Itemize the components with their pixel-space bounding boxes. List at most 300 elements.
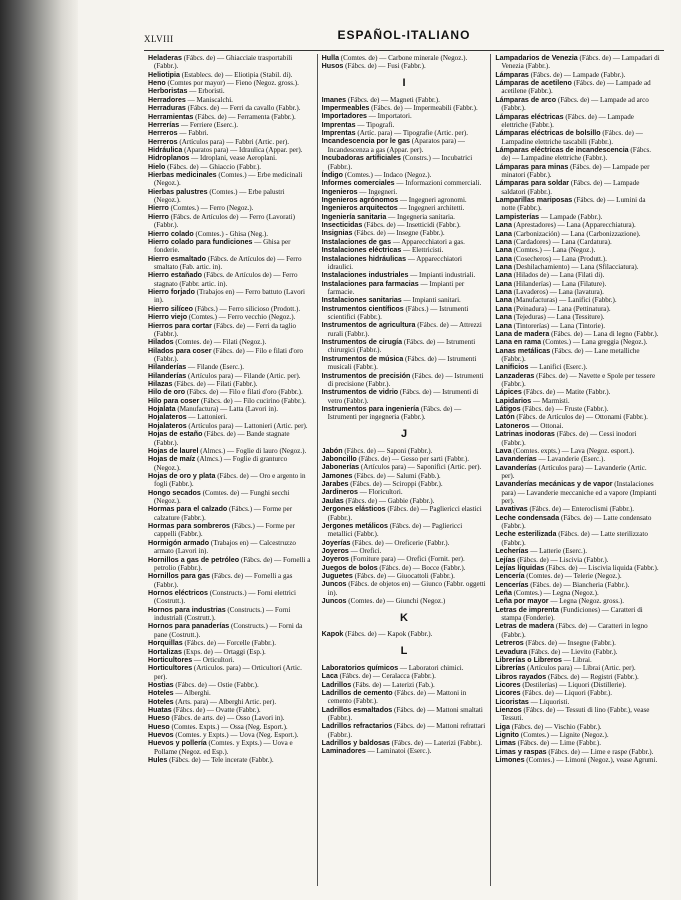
entry-headword: Herreros xyxy=(148,137,178,146)
entry-headword: Hostias xyxy=(148,680,174,689)
entry-headword: Joyeros xyxy=(321,546,349,555)
entry-headword: Lana en rama xyxy=(495,338,542,347)
entry-translation: (Comtes.) — Ferro vecchio (Negoz.). xyxy=(187,313,296,322)
entry-translation: (Artículos para) — Librai (Artic. per). xyxy=(525,664,636,673)
entry-translation: — Fabbri. xyxy=(177,129,209,138)
entry-headword: Instalaciones hidráulicas xyxy=(321,254,407,263)
entry-translation: (Comtes.) — Lignite (Negoz.). xyxy=(518,731,609,740)
dictionary-entry xyxy=(495,263,660,271)
dictionary-entry xyxy=(148,372,313,380)
dictionary-entry xyxy=(322,104,487,112)
entry-headword: Limas y raspas xyxy=(495,747,547,756)
dictionary-entry xyxy=(148,305,313,313)
entry-translation: (Fundiciones) — Caratteri di stampa (Fonderie). xyxy=(501,605,643,623)
entry-headword: Lanificios xyxy=(495,363,529,372)
dictionary-entry xyxy=(148,422,313,430)
dictionary-entry xyxy=(148,54,313,71)
dictionary-entry xyxy=(148,698,313,706)
dictionary-entry xyxy=(148,255,313,272)
dictionary-entry xyxy=(148,129,313,137)
dictionary-entry xyxy=(322,405,487,422)
entry-headword: Informes comerciales xyxy=(321,179,395,188)
entry-headword: Jardineros xyxy=(321,488,358,497)
dictionary-entry xyxy=(322,338,487,355)
entry-headword: Hojas de laurel xyxy=(148,446,199,455)
dictionary-entry xyxy=(148,138,313,146)
dictionary-entry xyxy=(148,71,313,79)
entry-translation: — Filande (Eserc.). xyxy=(186,363,244,372)
entry-translation: (Artículos para) — Fabbri (Artic. per). xyxy=(177,137,290,146)
entry-headword: Hulla xyxy=(321,54,340,62)
dictionary-entry xyxy=(495,430,660,447)
entry-translation: (Comtes. de) — Funghi secchi (Negoz.). xyxy=(154,488,290,506)
entry-headword: Imprentas xyxy=(321,129,356,138)
entry-headword: Ladrillos de cemento xyxy=(321,688,393,697)
entry-headword: Lignito xyxy=(495,731,519,740)
entry-translation: — Ingegneri architetti. xyxy=(397,204,465,213)
dictionary-entry xyxy=(322,388,487,405)
entry-headword: Incubadoras artificiales xyxy=(321,154,401,163)
dictionary-entry xyxy=(495,246,660,254)
entry-headword: Jaulas xyxy=(321,496,344,505)
entry-translation: (Fábcs. de) — Mattoni smaltati (Fabbr.). xyxy=(327,705,483,722)
dictionary-entry xyxy=(322,154,487,171)
entry-translation: (Fábcs. de) — Lime (Fabbr.). xyxy=(515,739,601,748)
entry-headword: Hueso xyxy=(148,722,170,731)
dictionary-entry xyxy=(148,756,313,764)
dictionary-entry xyxy=(148,163,313,171)
entry-headword: Hilazas xyxy=(148,380,173,389)
entry-translation: (Artículos para) — Filande (Artic. per). xyxy=(186,371,301,380)
entry-headword: Hierro forjado xyxy=(148,288,195,297)
dictionary-entry xyxy=(495,238,660,246)
dictionary-entry xyxy=(495,54,660,71)
entry-translation: (Fábcs. de) — Lampadine elettriche tascabili (Fabbr.). xyxy=(501,129,643,146)
entry-headword: Hojas de maíz xyxy=(148,455,196,464)
entry-translation: (Fábcs. de Artículos de) — Ferro (Lavorati) (Fabbr.). xyxy=(154,212,295,230)
column-1 xyxy=(144,54,317,886)
entry-headword: Liga xyxy=(495,722,510,731)
entry-translation: — Ghisa per fonderie. xyxy=(154,237,291,255)
dictionary-entry xyxy=(495,564,660,572)
entry-translation: (Artículos para) — Saponifici (Artic. per). xyxy=(359,463,482,472)
entry-translation: (Forniture para) — Orefici (Fornit. per). xyxy=(348,555,465,564)
entry-headword: Jamones xyxy=(321,471,353,480)
page-number: XLVIII xyxy=(144,34,174,44)
dictionary-entry xyxy=(148,113,313,121)
dictionary-entry xyxy=(495,589,660,597)
dictionary-entry xyxy=(495,673,660,681)
entry-headword: Lana xyxy=(495,279,512,288)
entry-translation: (Trabajos en) — Calcestruzzo armato (Lavori in). xyxy=(154,538,296,556)
entry-translation: (Comtes.) — Lana greggia (Negoz.). xyxy=(541,338,648,347)
entry-headword: Incandescencia por le gas xyxy=(321,137,410,146)
dictionary-entry xyxy=(495,113,660,130)
dictionary-entry xyxy=(495,622,660,639)
dictionary-entry xyxy=(148,539,313,556)
dictionary-entry xyxy=(148,104,313,112)
entry-translation: — Lampade (Fabbr.). xyxy=(539,212,603,221)
section-letter: J xyxy=(400,427,408,440)
entry-headword: Hojalateros xyxy=(148,421,187,430)
entry-headword: Insecticidas xyxy=(321,221,363,230)
entry-translation: (Fábcs. de) — Mattoni in cemento (Fabbr.). xyxy=(327,688,467,706)
entry-translation: (Carbonización) — Lana (Carbonizzazione). xyxy=(511,229,641,238)
dictionary-entry xyxy=(322,305,487,322)
entry-translation: (Constructs.) — Forni elettrici (Costrutt.). xyxy=(154,589,297,606)
entry-headword: Hidráulica xyxy=(148,145,183,154)
entry-translation: (Fábcs. de) — Navette e Spole per tessere (Fabbr.). xyxy=(501,371,656,389)
dictionary-entry xyxy=(322,555,487,563)
entry-translation: (Fábcs. de) — Lampade per minatori (Fabbr.). xyxy=(501,162,650,180)
entry-headword: Ladrillos refractarios xyxy=(321,722,393,731)
entry-headword: Hornos eléctricos xyxy=(148,589,208,597)
entry-translation: — Orticultori. xyxy=(192,655,235,664)
dictionary-entry xyxy=(495,530,660,547)
entry-translation: — Liquoristi. xyxy=(528,697,570,706)
entry-translation: (Fábcs. de) — Tessuti di lino (Fabbr.), vease Tessuti. xyxy=(501,706,650,723)
entry-headword: Licores xyxy=(495,689,521,698)
entry-headword: Hierro colado xyxy=(148,229,194,238)
entry-headword: Hormas para sombreros xyxy=(148,522,231,531)
entry-headword: Herreros xyxy=(148,129,178,138)
entry-translation: (Fábcs. de) — Salumi (Fabb.). xyxy=(352,471,441,480)
entry-headword: Lana xyxy=(495,271,512,280)
entry-headword: Licores xyxy=(495,680,521,689)
entry-translation: (Almcs.) — Foglie di lauro (Negoz.). xyxy=(198,446,307,455)
dictionary-entry xyxy=(495,572,660,580)
entry-headword: Lencerías xyxy=(495,580,529,589)
dictionary-entry xyxy=(495,397,660,405)
entry-translation: (Tejeduras) — Lana (Tessiture). xyxy=(511,313,605,322)
entry-translation: (Fábcs. de arts. de) — Osso (Lavori in). xyxy=(169,714,285,723)
dictionary-entry xyxy=(495,179,660,196)
entry-translation: (Fábcs. de) — Ferramenta (Fabbr.). xyxy=(193,112,296,121)
dictionary-entry xyxy=(322,747,487,755)
dictionary-entry xyxy=(148,556,313,573)
entry-translation: — Orefici. xyxy=(348,546,382,555)
dictionary-entry xyxy=(495,296,660,304)
dictionary-entry xyxy=(495,756,660,764)
dictionary-entry xyxy=(322,630,487,638)
entry-headword: Hojalateros xyxy=(148,413,187,422)
entry-translation: (Fábcs.) — Forme per cappelli (Fabbr.). xyxy=(154,522,295,539)
dictionary-entry xyxy=(322,722,487,739)
dictionary-entry xyxy=(148,271,313,288)
entry-headword: Limas xyxy=(495,739,516,748)
entry-translation: — Marmisti. xyxy=(531,396,570,405)
dictionary-entry xyxy=(322,672,487,680)
entry-translation: (Comtes. Expts.) — Ossa (Neg. Esport.). xyxy=(169,722,288,731)
entry-headword: Hojas de oro y plata xyxy=(148,471,216,480)
entry-translation: (Tintorerías) — Lana (Tintorie). xyxy=(511,321,605,330)
entry-translation: (Artíc. para) — Tipografie (Artic. per). xyxy=(355,129,469,138)
entry-headword: Herboristas xyxy=(148,87,188,96)
entry-headword: Lámparas xyxy=(495,70,529,79)
dictionary-entry xyxy=(322,505,487,522)
entry-headword: Insignias xyxy=(321,229,353,238)
dictionary-entry xyxy=(322,497,487,505)
entry-translation: — Alberghi. xyxy=(173,689,211,698)
entry-translation: — Legna (Negoz. gross.). xyxy=(548,597,625,606)
dictionary-entry xyxy=(148,648,313,656)
entry-translation: (Fábcs. de) — Filo e filati d'oro (Fabbr.). xyxy=(154,346,303,363)
entry-headword: Ladrillos xyxy=(321,680,352,689)
dictionary-entry xyxy=(322,129,487,137)
entry-translation: (Comtes. y Expts.) — Uova e Pollame (Negoz. ed Esp.). xyxy=(154,739,293,756)
dictionary-entry xyxy=(148,505,313,522)
dictionary-entry xyxy=(148,238,313,255)
entry-translation: (Fábcs. de) — Insegne (Fabbr.). xyxy=(352,229,445,238)
dictionary-entry xyxy=(148,714,313,722)
dictionary-entry xyxy=(322,213,487,221)
dictionary-entry xyxy=(322,739,487,747)
entry-headword: Lana xyxy=(495,288,512,297)
entry-headword: Jabón xyxy=(321,446,343,455)
dictionary-entry xyxy=(148,388,313,396)
dictionary-entry xyxy=(495,664,660,672)
entry-translation: (Comtes. de) — Carbone minerale (Negoz.). xyxy=(339,54,468,62)
entry-translation: (Fábcs. de) — Fornelli a petrolio (Fabbr.). xyxy=(154,555,311,572)
dictionary-entry xyxy=(148,171,313,188)
entry-headword: Lámparas para minas xyxy=(495,162,569,171)
entry-headword: Ingenieros agrónomos xyxy=(321,196,399,204)
entry-headword: Ladrillos y baldosas xyxy=(321,739,390,748)
entry-headword: Letras de madera xyxy=(495,622,555,631)
entry-headword: Heno xyxy=(148,79,166,88)
entry-translation: (Cosecheros) — Lana (Produtt.). xyxy=(511,254,607,263)
entry-translation: (Constructs.) — Forni industriali (Costrutt.). xyxy=(154,605,291,623)
dictionary-entry xyxy=(322,196,487,204)
entry-translation: — Lattonieri. xyxy=(186,413,228,422)
entry-translation: (Fábcs. de) — Lana di legno (Fabbr.). xyxy=(549,329,659,338)
entry-headword: Hornillos a gas de petróleo xyxy=(148,555,240,564)
entry-translation: (Fábcs. de) — Fruste (Fabbr.). xyxy=(520,405,609,414)
dictionary-entry xyxy=(148,313,313,321)
dictionary-entry xyxy=(495,447,660,455)
entry-headword: Hierbas palustres xyxy=(148,187,208,196)
entry-translation: — Lavanderie (Eserc.). xyxy=(536,455,606,464)
dictionary-entry xyxy=(322,271,487,279)
entry-translation: (Fábcs. de objetos en) — Giunco (Fabbr. oggetti in). xyxy=(327,580,486,597)
entry-headword: Leña por mayor xyxy=(495,597,549,606)
entry-headword: Juncos xyxy=(321,580,347,589)
entry-headword: Hormas para el calzado xyxy=(148,505,228,514)
dictionary-entry xyxy=(322,255,487,272)
dictionary-entry xyxy=(495,280,660,288)
entry-translation: (Fábs. de) — Laterizi (Fab.). xyxy=(351,680,435,689)
dictionary-entry xyxy=(148,405,313,413)
dictionary-entry xyxy=(495,322,660,330)
entry-translation: (Articulos. para) — Orticultori (Artic. per). xyxy=(154,664,302,681)
entry-headword: Instrumentos de cirugía xyxy=(321,338,403,347)
entry-headword: Letras de imprenta xyxy=(495,605,559,614)
dictionary-entry xyxy=(148,430,313,447)
entry-translation: (Establecs. de) — Eliotipia (Stabil. di). xyxy=(179,70,293,79)
entry-translation: (Fábcs. de) — Pagliericci metallici (Fabbr.). xyxy=(327,521,463,539)
dictionary-entry xyxy=(495,748,660,756)
entry-headword: Latón xyxy=(495,413,515,422)
entry-translation: (Fábcs. de) — Ferri da taglio (Fabbr.). xyxy=(154,321,296,338)
entry-headword: Hormigón armado xyxy=(148,538,210,547)
entry-translation: (Fábcs. de) — Ostie (Fabbr.). xyxy=(173,680,259,689)
entry-headword: Hilados para coser xyxy=(148,346,212,355)
entry-headword: Índigo xyxy=(321,170,343,179)
dictionary-entry xyxy=(322,188,487,196)
dictionary-entry xyxy=(495,505,660,513)
dictionary-entry xyxy=(495,129,660,146)
entry-headword: Juegos de bolos xyxy=(321,563,378,572)
dictionary-entry xyxy=(322,455,487,463)
entry-headword: Imanes xyxy=(321,95,347,104)
entry-headword: Heladeras xyxy=(148,54,182,62)
dictionary-entry xyxy=(495,547,660,555)
entry-headword: Hierro xyxy=(148,204,169,213)
dictionary-entry xyxy=(322,54,487,62)
entry-headword: Lampisterías xyxy=(495,212,540,221)
dictionary-entry xyxy=(148,397,313,405)
column-3 xyxy=(490,54,664,886)
dictionary-entry xyxy=(148,96,313,104)
entry-translation: (Comtes.) — Legna (Negoz.). xyxy=(511,589,599,597)
entry-translation: (Exps. de) — Ortaggi (Esp.). xyxy=(181,647,266,656)
dictionary-entry xyxy=(495,706,660,723)
dictionary-entry xyxy=(495,731,660,739)
entry-translation: (Fábcs. de) — Lampadine elettriche (Fabbr.). xyxy=(501,145,652,163)
dictionary-entry xyxy=(495,96,660,113)
dictionary-entry xyxy=(322,547,487,555)
entry-headword: Lana xyxy=(495,229,512,238)
entry-translation: (Hilados de) — Lana (Filati di). xyxy=(511,271,605,280)
dictionary-entry xyxy=(148,706,313,714)
dictionary-entry xyxy=(495,689,660,697)
entry-translation: (Fábcs. de) — Liscivia liquida (Fabbr.). xyxy=(544,563,659,572)
entry-translation: — Apparecchiatori idraulici. xyxy=(327,254,462,271)
entry-translation: (Fábcs. de) — Ghiacciaie trasportabili (Fabbr.). xyxy=(154,54,293,71)
dictionary-page xyxy=(130,0,670,900)
dictionary-entry xyxy=(322,706,487,723)
entry-translation: (Fábcs. de) — Oro e argento in fogli (Fabbr.). xyxy=(154,471,306,489)
dictionary-entry xyxy=(148,154,313,162)
dictionary-entry xyxy=(148,639,313,647)
dictionary-entry xyxy=(495,163,660,180)
entry-headword: Hierbas medicinales xyxy=(148,171,217,180)
dictionary-entry xyxy=(148,689,313,697)
entry-headword: Herrerías xyxy=(148,120,180,129)
entry-translation: (Fábcs. de) — Lane metalliche (Fabbr.). xyxy=(501,346,640,363)
entry-translation: (Fábcs. de) — Fusi (Fabbr.). xyxy=(343,62,426,71)
entry-translation: (Fábcs. de) — Fornelli a gas (Fabbr.). xyxy=(154,572,293,589)
entry-headword: Laca xyxy=(321,672,338,681)
entry-translation: (Peinadura) — Lana (Pettinatura). xyxy=(511,304,611,313)
entry-headword: Instalaciones de gas xyxy=(321,237,392,246)
dictionary-entry xyxy=(495,305,660,313)
entry-headword: Huatas xyxy=(148,706,172,715)
entry-translation: (Deshilachamiento) — Lana (Sfilacciatura). xyxy=(511,262,639,271)
dictionary-entry xyxy=(495,255,660,263)
entry-translation: (Fábcs. de) — Lampade (Fabbr.). xyxy=(528,70,626,79)
dictionary-entry xyxy=(148,731,313,739)
entry-headword: Hules xyxy=(148,756,168,765)
entry-translation: (Comtes. de) — Filati (Negoz.). xyxy=(173,338,267,347)
entry-headword: Hierro silíceo xyxy=(148,304,193,313)
entry-headword: Librerías o Libreros xyxy=(495,655,562,664)
entry-headword: Hielo xyxy=(148,162,166,171)
entry-translation: (Fábcs. de) — Magneti (Fabbr.). xyxy=(346,95,440,104)
entry-translation: (Cardadores) — Lana (Cardatura). xyxy=(511,237,612,246)
entry-translation: (Manufactura) — Latta (Lavori in). xyxy=(175,405,279,414)
dictionary-entry xyxy=(148,79,313,87)
dictionary-entry xyxy=(322,681,487,689)
entry-translation: — Ingegneri. xyxy=(357,187,398,196)
entry-headword: Lana xyxy=(495,296,512,305)
entry-translation: (Instalaciones para) — Lavanderie meccaniche ed a vapore (Impianti per). xyxy=(501,480,657,506)
entry-translation: (Comtes. de) — Giunchi (Negoz.) xyxy=(346,597,446,606)
dictionary-entry xyxy=(148,146,313,154)
dictionary-entry xyxy=(322,689,487,706)
entry-headword: Herraduras xyxy=(148,104,186,113)
entry-headword: Hierro estañado xyxy=(148,271,203,280)
entry-headword: Ladrillos esmaltados xyxy=(321,705,393,714)
entry-translation: (Fábcs. de) — Lampade ad arco (Fabbr.). xyxy=(501,95,649,113)
entry-headword: Instrumentos de agricultura xyxy=(321,321,416,330)
entry-translation: (Fábcs. de) — Ghiaccio (Fabbr.). xyxy=(165,162,262,171)
dictionary-entry xyxy=(148,681,313,689)
entry-translation: (Fábcs.) — Forme per calzature (Fabbr.). xyxy=(154,505,293,522)
dictionary-entry xyxy=(322,488,487,496)
entry-headword: Leña xyxy=(495,589,512,597)
entry-headword: Hongo secados xyxy=(148,488,201,497)
entry-translation: (Fábcs. de) — Insetticidi (Fabbr.). xyxy=(362,221,461,230)
entry-headword: Lana xyxy=(495,313,512,322)
entry-translation: (Fábcs. de) — Laterizi (Fabbr.). xyxy=(389,739,483,748)
entry-headword: Horticultores xyxy=(148,664,193,673)
dictionary-entry xyxy=(148,664,313,681)
dictionary-entry xyxy=(495,681,660,689)
dictionary-entry xyxy=(322,321,487,338)
entry-headword: Herramientas xyxy=(148,112,194,121)
entry-translation: — Erboristi. xyxy=(187,87,225,96)
dictionary-entry xyxy=(495,413,660,421)
entry-headword: Jabonerías xyxy=(321,463,360,472)
entry-translation: (Comtes.) - Ghisa (Neg.). xyxy=(193,229,269,238)
entry-translation: (Fábcs. de) — Lievito (Fabbr.). xyxy=(526,647,618,656)
dictionary-entry xyxy=(495,739,660,747)
entry-headword: Instrumentos para ingeniería xyxy=(321,404,420,413)
dictionary-entry xyxy=(322,447,487,455)
entry-headword: Instrumentos de precisión xyxy=(321,371,411,380)
entry-headword: Hilo de oro xyxy=(148,388,186,397)
entry-headword: Lana xyxy=(495,246,512,255)
entry-headword: Huevos xyxy=(148,731,174,740)
entry-translation: (Fábcs. de) — Insegne (Fabbr.). xyxy=(523,639,616,648)
dictionary-entry xyxy=(322,580,487,597)
entry-headword: Lámparas de arco xyxy=(495,95,557,104)
entry-headword: Lanzaderas xyxy=(495,371,535,380)
entry-translation: (Fábcs. de) — Mattoni refrattari (Fabbr.). xyxy=(327,722,486,739)
entry-translation: (Comtes.) — Erbe medicinali (Negoz.). xyxy=(154,171,303,188)
entry-headword: Hilados xyxy=(148,338,174,347)
dictionary-entry xyxy=(495,455,660,463)
entry-translation: (Aparatos para) — Incandescenza a gas (Appar. per). xyxy=(327,137,465,154)
dictionary-entry xyxy=(322,664,487,672)
entry-translation: — Idroplani, vease Aeroplani. xyxy=(189,154,277,163)
entry-headword: Hojas de estaño xyxy=(148,430,203,439)
dictionary-entry xyxy=(495,556,660,564)
entry-translation: (Fábcs. de) — Latte condensato (Fabbr.). xyxy=(501,513,652,531)
entry-translation: — Elettricisti. xyxy=(401,246,444,255)
entry-headword: Lavanderías mecánicas y de vapor xyxy=(495,480,613,489)
